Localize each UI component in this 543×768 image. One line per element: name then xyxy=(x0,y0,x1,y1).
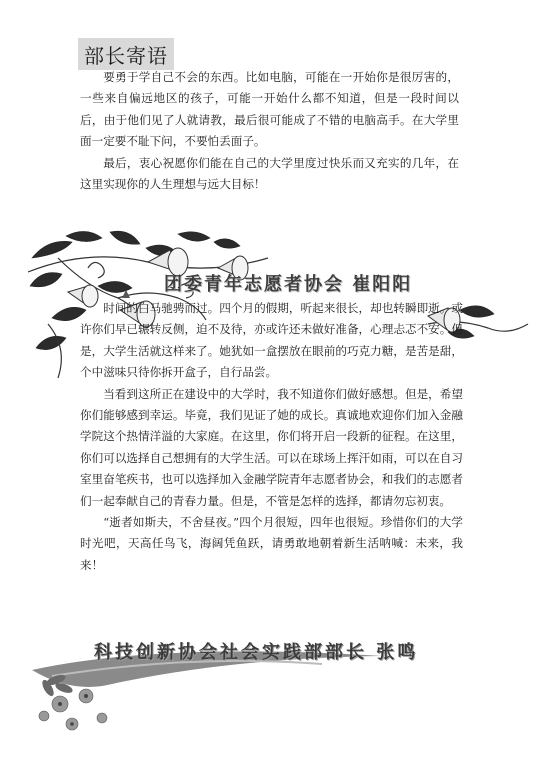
volunteer-text-block xyxy=(80,298,463,576)
paragraph: 要勇于学自己不会的东西。比如电脑，可能在一开始你是很厉害的，一些来自偏远地区的孩子，可能一开始什么都不知道，但是一段时间以后，由于他们见了人就请教，最后很可能成了不错的电脑高手。在大学里面一定要不耻下问，不要怕丢面子。 xyxy=(80,70,459,149)
section-title-message: 部长寄语 xyxy=(78,38,174,70)
message-text-block xyxy=(80,67,459,195)
volunteer-association-heading: 团委青年志愿者协会 崔阳阳 xyxy=(164,274,413,295)
paragraph: 时间的白马驰骋而过。四个月的假期，听起来很长，却也转瞬即逝。或许你们早已辗转反侧，迫不及待，亦或许还未做好准备，心理忐忑不安。但是，大学生活就这样来了。她犹如一盒摆放在眼前的巧克力糖，是苦是甜，个中滋味只待你拆开盒子，自行品尝。 xyxy=(80,301,463,380)
tech-innovation-heading: 科技创新协会社会实践部部长 张鸣 xyxy=(94,642,419,663)
paragraph: “逝者如斯夫，不舍昼夜。”四个月很短，四年也很短。珍惜你们的大学时光吧，天高任鸟飞，海阔凭鱼跃，请勇敢地朝着新生活呐喊：未来，我来！ xyxy=(80,515,463,572)
paragraph: 当看到这所正在建设中的大学时，我不知道你们做好感想。但是，希望你们能够感到幸运。毕竟，我们见证了她的成长。真诚地欢迎你们加入金融学院这个热情洋溢的大家庭。在这里，你们将开启一段新的征程。在这里，你们可以选择自己想拥有的大学生活。可以在球场上挥汗如雨，可以在自习室里奋笔疾书，也可以选择加入金融学院青年志愿者协会，和我们的志愿者们一起奉献自己的青春力量。但是，不管是怎样的选择，都请勿忘初衷。 xyxy=(80,386,463,508)
paragraph: 最后，衷心祝愿你们能在自己的大学里度过快乐而又充实的几年，在这里实现你的人生理想与远大目标！ xyxy=(80,155,459,192)
